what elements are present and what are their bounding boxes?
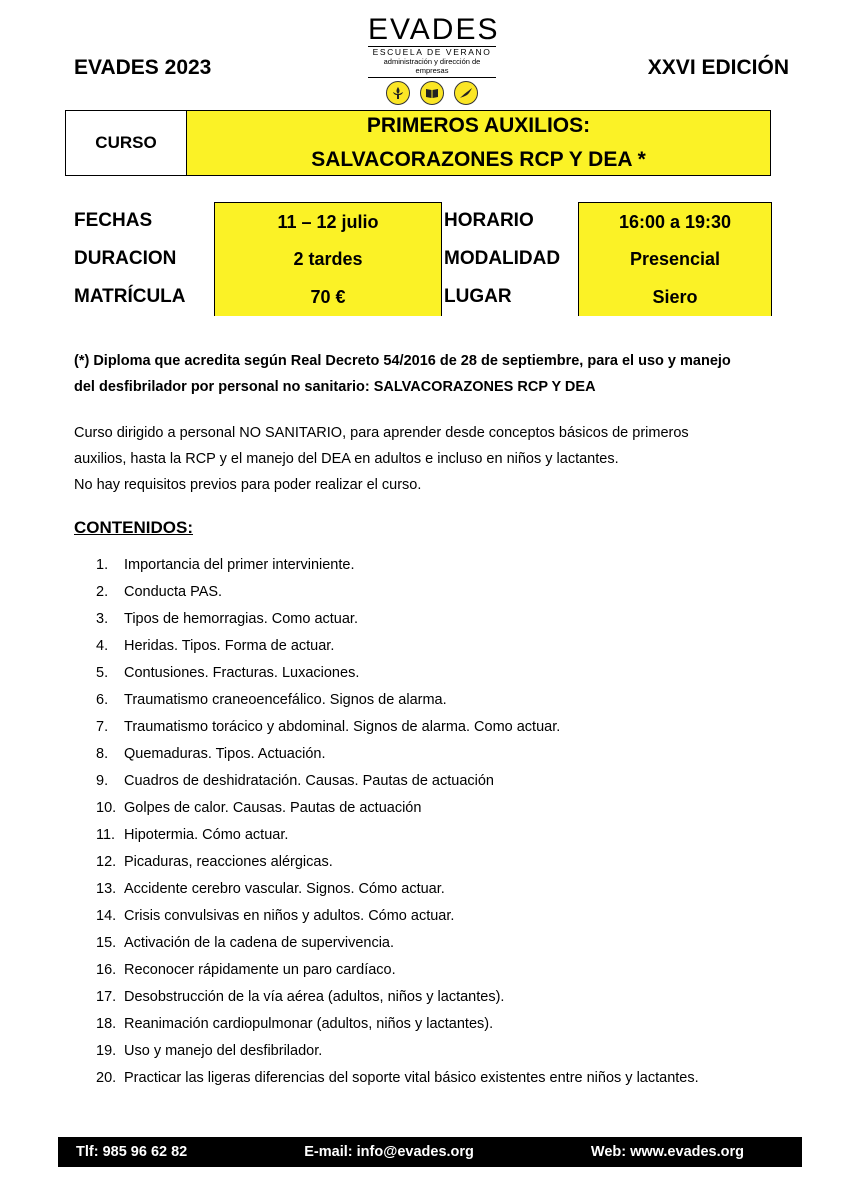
item-number: 11. xyxy=(96,827,116,843)
logo-tagline: administración y dirección de empresas xyxy=(368,57,496,78)
item-text: Golpes de calor. Causas. Pautas de actuación xyxy=(124,800,422,816)
list-item xyxy=(96,552,699,579)
bird-icon xyxy=(454,81,478,105)
modalidad-value: Presencial xyxy=(578,240,772,278)
matricula-label: MATRÍCULA xyxy=(74,286,186,307)
course-label: CURSO xyxy=(66,111,187,175)
course-description xyxy=(74,420,774,498)
item-number: 8. xyxy=(96,746,109,762)
footer-email[interactable]: E-mail: info@evades.org xyxy=(304,1144,474,1160)
list-item xyxy=(96,930,699,957)
list-item xyxy=(96,957,699,984)
item-text: Traumatismo torácico y abdominal. Signos de alarma. Como actuar. xyxy=(124,719,561,735)
course-title-line1: PRIMEROS AUXILIOS: xyxy=(366,114,591,137)
item-number: 3. xyxy=(96,611,109,627)
list-item xyxy=(96,876,699,903)
lugar-value: Siero xyxy=(578,278,772,316)
list-item xyxy=(96,822,699,849)
item-text: Traumatismo craneoencefálico. Signos de alarma. xyxy=(124,692,447,708)
contents-list xyxy=(96,552,699,1092)
list-item xyxy=(96,795,699,822)
item-text: Contusiones. Fracturas. Luxaciones. xyxy=(124,665,360,681)
list-item xyxy=(96,687,699,714)
item-number: 5. xyxy=(96,665,109,681)
footer-web[interactable]: Web: www.evades.org xyxy=(590,1144,744,1160)
list-item xyxy=(96,984,699,1011)
item-text: Activación de la cadena de supervivencia. xyxy=(124,935,395,951)
item-text: Conducta PAS. xyxy=(124,584,223,600)
item-number: 14. xyxy=(96,908,117,924)
list-item xyxy=(96,903,699,930)
list-item xyxy=(96,714,699,741)
course-description-line1: Curso dirigido a personal NO SANITARIO, para aprender desde conceptos básicos de primeros xyxy=(74,425,689,441)
course-info-grid xyxy=(74,202,770,316)
list-item xyxy=(96,741,699,768)
item-number: 4. xyxy=(96,638,109,654)
modalidad-label: MODALIDAD xyxy=(444,248,561,269)
course-title xyxy=(187,111,770,175)
item-text: Uso y manejo del desfibrilador. xyxy=(124,1043,323,1059)
diploma-note-line1: (*) Diploma que acredita según Real Decreto 54/2016 de 28 de septiembre, para el uso y manejo xyxy=(74,353,731,369)
item-text: Crisis convulsivas en niños y adultos. Cómo actuar. xyxy=(124,908,455,924)
header-right-edition: XXVI EDICIÓN xyxy=(647,56,789,79)
course-box xyxy=(65,110,771,176)
duracion-label: DURACION xyxy=(74,248,177,269)
item-text: Reanimación cardiopulmonar (adultos, niños y lactantes). xyxy=(124,1016,494,1032)
list-item xyxy=(96,660,699,687)
item-number: 12. xyxy=(96,854,117,870)
item-number: 18. xyxy=(96,1016,117,1032)
item-text: Cuadros de deshidratación. Causas. Pautas de actuación xyxy=(124,773,494,789)
item-text: Practicar las ligeras diferencias del soporte vital básico existentes entre niños y lactantes. xyxy=(124,1070,699,1086)
fechas-label: FECHAS xyxy=(74,210,153,231)
item-number: 13. xyxy=(96,881,117,897)
course-description-line2: auxilios, hasta la RCP y el manejo del DEA en adultos e incluso en niños y lactantes. xyxy=(74,451,619,467)
item-number: 15. xyxy=(96,935,117,951)
item-number: 1. xyxy=(96,557,109,573)
list-item xyxy=(96,606,699,633)
item-text: Importancia del primer interviniente. xyxy=(124,557,355,573)
logo-name: EVADES xyxy=(368,13,500,46)
list-item xyxy=(96,768,699,795)
list-item xyxy=(96,1038,699,1065)
item-number: 6. xyxy=(96,692,109,708)
footer-bar xyxy=(58,1137,802,1167)
header-left-title: EVADES 2023 xyxy=(74,56,212,79)
logo-badges xyxy=(368,81,496,105)
fechas-value: 11 – 12 julio xyxy=(214,202,442,241)
contents-title: CONTENIDOS: xyxy=(74,518,193,537)
item-number: 16. xyxy=(96,962,117,978)
item-text: Hipotermia. Cómo actuar. xyxy=(124,827,289,843)
list-item xyxy=(96,1065,699,1092)
list-item xyxy=(96,1011,699,1038)
evades-logo xyxy=(368,13,500,105)
fleur-de-lis-icon xyxy=(386,81,410,105)
item-text: Quemaduras. Tipos. Actuación. xyxy=(124,746,326,762)
list-item xyxy=(96,579,699,606)
list-item xyxy=(96,849,699,876)
list-item xyxy=(96,633,699,660)
item-text: Picaduras, reacciones alérgicas. xyxy=(124,854,333,870)
item-text: Reconocer rápidamente un paro cardíaco. xyxy=(124,962,396,978)
logo-subtitle: ESCUELA DE VERANO xyxy=(368,46,496,57)
diploma-note xyxy=(74,348,774,400)
item-text: Accidente cerebro vascular. Signos. Cómo actuar. xyxy=(124,881,445,897)
footer-phone: Tlf: 985 96 62 82 xyxy=(76,1144,188,1160)
item-number: 17. xyxy=(96,989,117,1005)
item-number: 9. xyxy=(96,773,109,789)
course-description-line3: No hay requisitos previos para poder realizar el curso. xyxy=(74,477,422,493)
diploma-note-line2: del desfibrilador por personal no sanitario: SALVACORAZONES RCP Y DEA xyxy=(74,379,596,395)
item-number: 10. xyxy=(96,800,117,816)
item-number: 19. xyxy=(96,1043,117,1059)
item-text: Desobstrucción de la vía aérea (adultos, niños y lactantes). xyxy=(124,989,505,1005)
matricula-value: 70 € xyxy=(214,278,442,316)
horario-value: 16:00 a 19:30 xyxy=(578,202,772,241)
item-text: Heridas. Tipos. Forma de actuar. xyxy=(124,638,335,654)
book-icon xyxy=(420,81,444,105)
course-title-line2: SALVACORAZONES RCP Y DEA * xyxy=(311,148,646,171)
horario-label: HORARIO xyxy=(444,210,534,231)
duracion-value: 2 tardes xyxy=(214,240,442,278)
item-number: 7. xyxy=(96,719,109,735)
item-text: Tipos de hemorragias. Como actuar. xyxy=(124,611,358,627)
lugar-label: LUGAR xyxy=(444,286,512,307)
item-number: 2. xyxy=(96,584,109,600)
item-number: 20. xyxy=(96,1070,117,1086)
